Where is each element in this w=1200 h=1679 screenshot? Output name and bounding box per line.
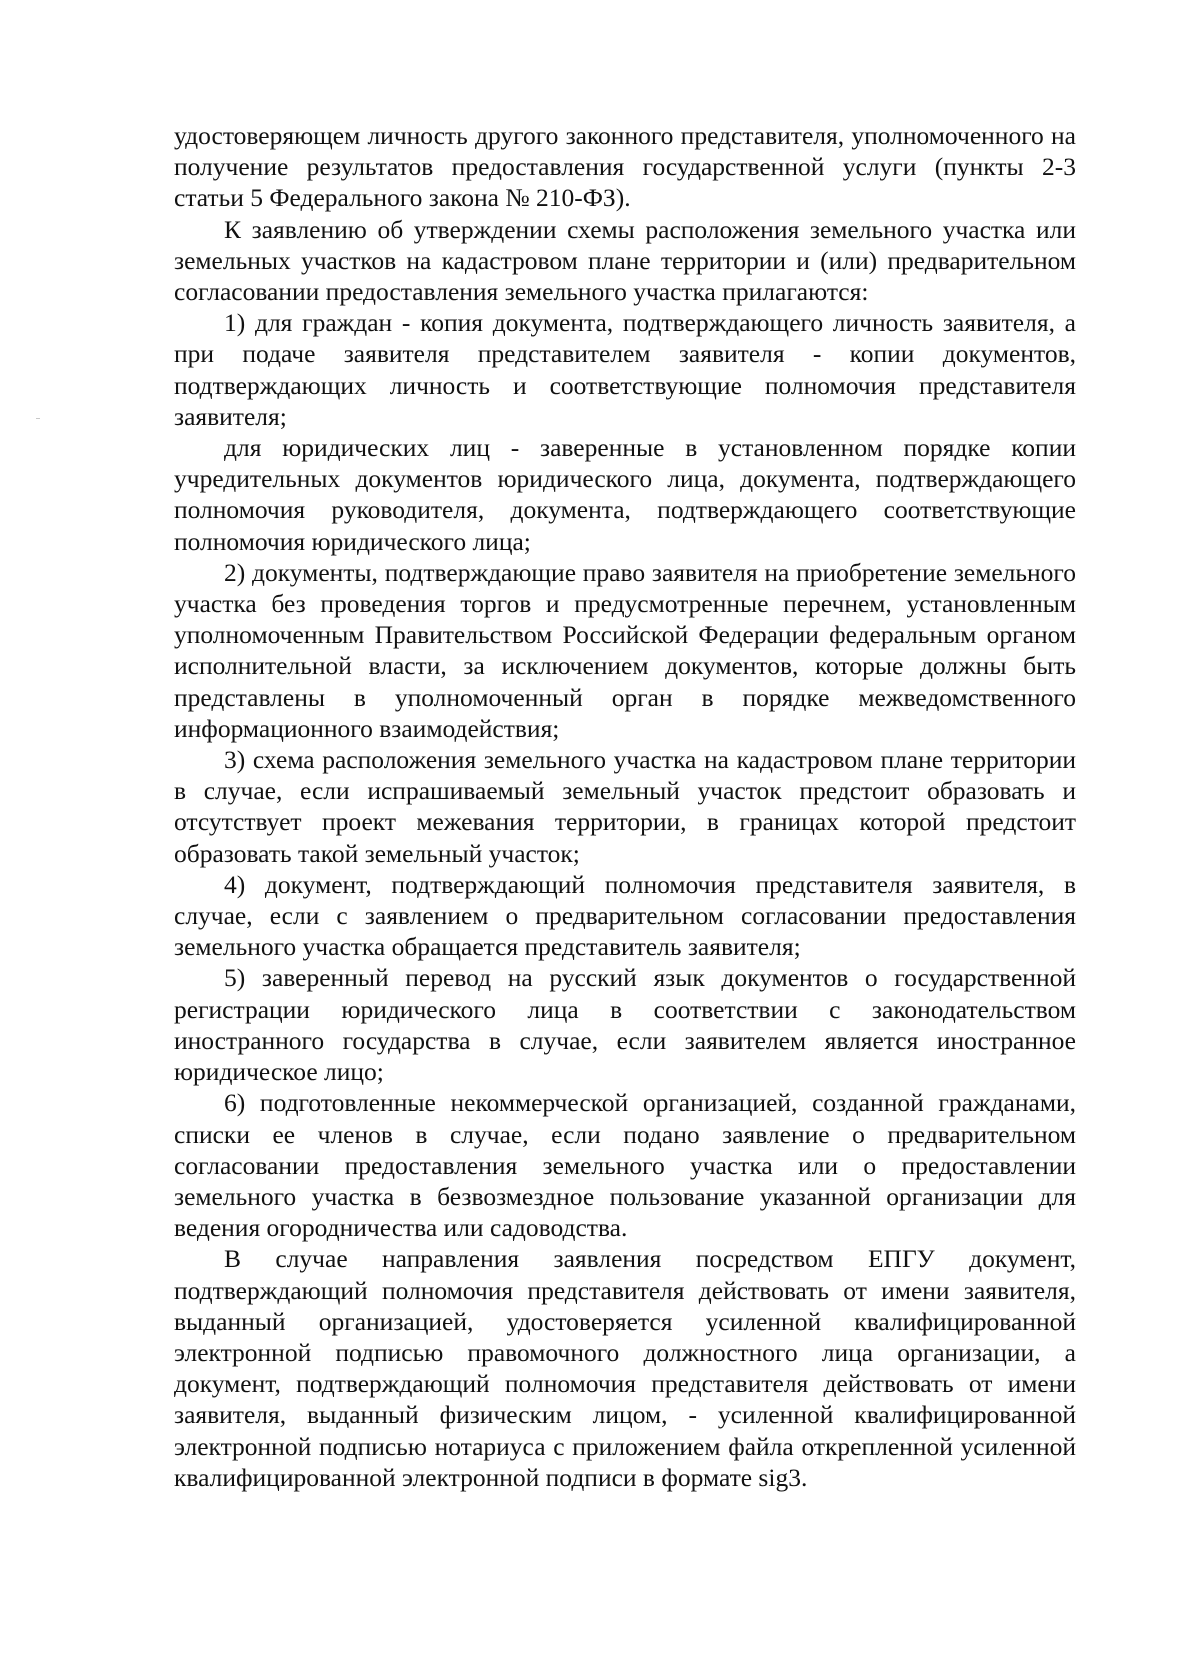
paragraph-item-6: 6) подготовленные некоммерческой организацией, созданной гражданами, списки ее членов в случае, если подано заявление о предварительном согласовании предоставления земельного участка или о предоставлении земельного участка в безвозмездное пользование указанной организации для ведения огородничества или садоводства. — [174, 1088, 1076, 1243]
paragraph-item-1-legal-entities: для юридических лиц - заверенные в установленном порядке копии учредительных документов юридического лица, документа, подтверждающего полномочия руководителя, документа, подтверждающего соответствующие полномочия юридического лица; — [174, 433, 1076, 556]
paragraph-item-5: 5) заверенный перевод на русский язык документов о государственной регистрации юридического лица в соответствии с законодательством иностранного государства в случае, если заявителем является иностранное юридическое лицо; — [174, 963, 1076, 1087]
document-page — [174, 120, 1076, 1493]
scan-margin-mark — [36, 418, 40, 419]
paragraph-item-3: 3) схема расположения земельного участка на кадастровом плане территории в случае, если испрашиваемый земельный участок предстоит образовать и отсутствует проект межевания территории, в границах которой предстоит образовать такой земельный участок; — [174, 745, 1076, 868]
paragraph-item-2: 2) документы, подтверждающие право заявителя на приобретение земельного участка без проведения торгов и предусмотренные перечнем, установленным уполномоченным Правительством Российской Федерации федеральным органом исполнительной власти, за исключением документов, которые должны быть представлены в уполномоченный орган в порядке межведомственного информационного взаимодействия; — [174, 557, 1076, 743]
paragraph-continuation: удостоверяющем личность другого законного представителя, уполномоченного на получение результатов предоставления государственной услуги (пункты 2-3 статьи 5 Федерального закона № 210-ФЗ). — [174, 121, 1076, 213]
paragraph-attachments-intro: К заявлению об утверждении схемы расположения земельного участка или земельных участков на кадастровом плане территории и (или) предварительном согласовании предоставления земельного участка прилагаются: — [174, 214, 1076, 307]
paragraph-item-1-citizens: 1) для граждан - копия документа, подтверждающего личность заявителя, а при подаче заявителя представителем заявителя - копии документов, подтверждающих личность и соответствующие полномочия представителя заявителя; — [174, 308, 1076, 431]
paragraph-epgu: В случае направления заявления посредством ЕПГУ документ, подтверждающий полномочия представителя действовать от имени заявителя, выданный организацией, удостоверяется усиленной квалифицированной электронной подписью правомочного должностного лица организации, а документ, подтверждающий полномочия представителя действовать от имени заявителя, выданный физическим лицом, - усиленной квалифицированной электронной подписью нотариуса с приложением файла открепленной усиленной квалифицированной электронной подписи в формате sig3. — [174, 1244, 1076, 1492]
paragraph-item-4: 4) документ, подтверждающий полномочия представителя заявителя, в случае, если с заявлением о предварительном согласовании предоставления земельного участка обращается представитель заявителя; — [174, 869, 1076, 962]
